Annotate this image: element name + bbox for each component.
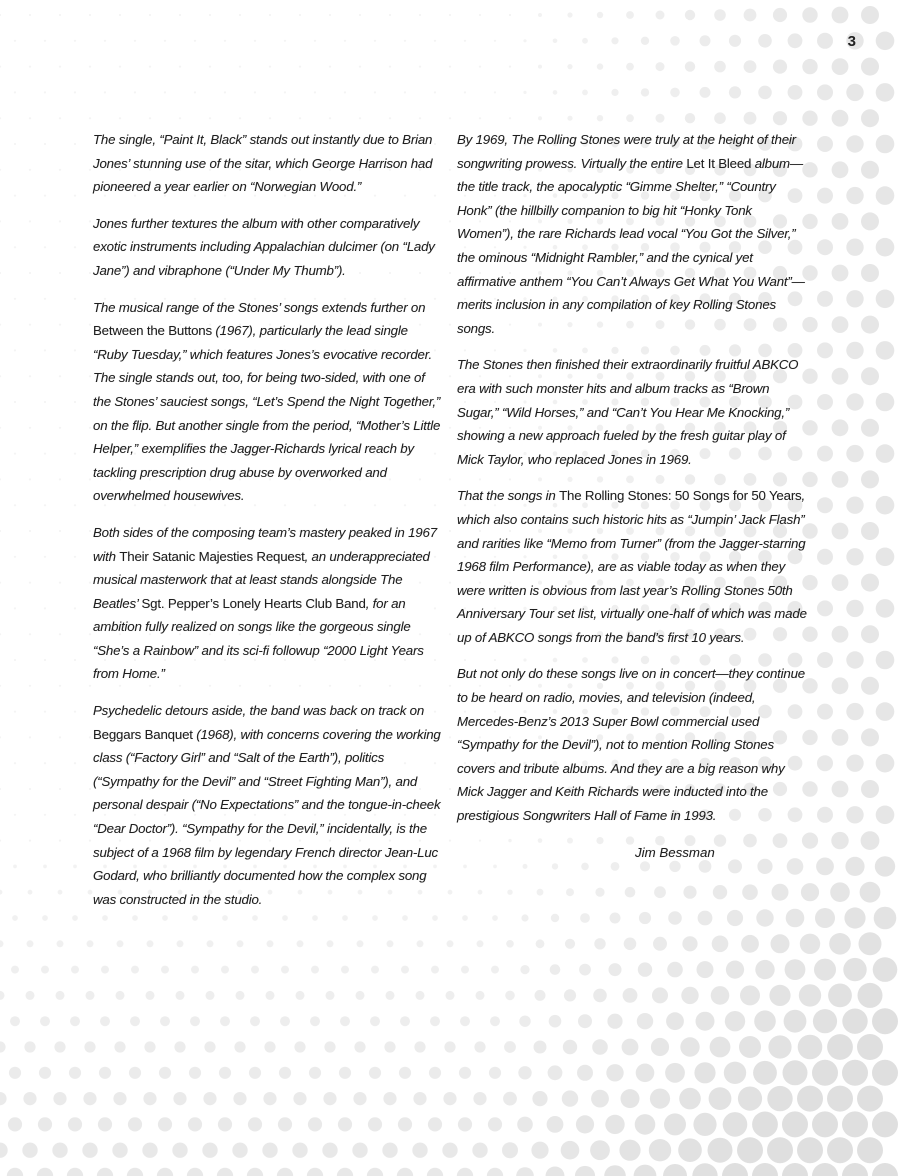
title-reference: Let It Bleed: [686, 155, 752, 171]
paragraph-text: By 1969, The Rolling Stones were truly at the height of their songwriting prowess. Virtually the entire: [457, 132, 796, 171]
paragraph-text: Both sides of the composing team’s mastery peaked in 1967 with: [93, 524, 437, 564]
paragraph-text: Jones further textures the album with other comparatively exotic instruments including Appalachian dulcimer (on “Lady Jane”) and vibraphone (“Under My Thumb”).: [93, 215, 435, 278]
article-paragraph: [93, 521, 445, 686]
article-paragraph: [93, 699, 445, 911]
author-signature: Jim Bessman: [635, 844, 715, 860]
paragraph-text: The single, “Paint It, Black” stands out instantly due to Brian Jones’ stunning use of the sitar, which George Harrison had pioneered a year earlier on “Norwegian Wood.”: [93, 132, 433, 195]
title-reference: Their Satanic Majesties Request: [119, 548, 305, 564]
article-paragraph: [93, 296, 445, 508]
paragraph-text: That the songs in: [457, 488, 560, 504]
paragraph-text: , an underappreciated musical masterwork that at least stands alongside The Beatles’: [93, 548, 430, 611]
title-reference: Between the Buttons: [93, 323, 212, 339]
title-reference: Sgt. Pepper’s Lonely Hearts Club Band: [141, 595, 366, 611]
article-paragraph: [93, 212, 445, 283]
article-paragraph: [457, 484, 810, 649]
paragraph-text: The musical range of the Stones’ songs extends further on: [93, 299, 426, 315]
paragraph-text: But not only do these songs live on in concert—they continue to be heard on radio, movies, and television (indeed, Mercedes-Benz’s 2013 Super Bowl commercial used “Sympathy for the Devil”), not to mention Rolling Stones covers and tribute albums. And they are a big reason why Mick Jagger and Keith Richards were inducted into the prestigious Songwriters Hall of Fame in 1993.: [457, 666, 805, 824]
left-column: [93, 128, 445, 924]
title-reference: The Rolling Stones: 50 Songs for 50 Years: [559, 488, 802, 504]
paragraph-text: (1968), with concerns covering the working class (“Factory Girl” and “Salt of the Earth”), politics (“Sympathy for the Devil” and “Street Fighting Man”), and personal despair (“No Expectations” and the tongue-in-cheek “Dear Doctor”). “Sympathy for the Devil,” incidentally, is the subject of a 1968 film by legendary French director Jean-Luc Godard, who brilliantly documented how the complex song was constructed in the studio.: [93, 726, 441, 907]
article-paragraph: [93, 128, 445, 199]
paragraph-text: album—the title track, the apocalyptic “Gimme Shelter,” “Country Honk” (the hillbilly companion to big hit “Honky Tonk Women”), the rare Richards lead vocal “You Got the Silver,” the ominous “Midnight Rambler,” and the cynical yet affirmative anthem “You Can’t Always Get What You Want”—merits inclusion in any compilation of key Rolling Stones songs.: [457, 155, 805, 336]
paragraph-text: Psychedelic detours aside, the band was back on track on: [93, 703, 425, 719]
article-paragraph: [457, 662, 810, 827]
paragraph-text: , for an ambition fully realized on songs like the gorgeous single “She’s a Rainbow” and its sci-fi followup “2000 Light Years from Home.”: [93, 595, 424, 682]
article-paragraph: [457, 128, 810, 340]
page-number: 3: [847, 33, 856, 50]
paragraph-text: (1967), particularly the lead single “Ruby Tuesday,” which features Jones’s evocative recorder. The single stands out, too, for being two-sided, with one of the Stones’ sauciest songs, “Let’s Spend the Night Together,” on the flip. But another single from the period, “Mother’s Little Helper,” exemplifies the Jagger-Richards lyrical reach by tackling prescription drug abuse by overworked and overwhelmed housewives.: [93, 323, 441, 504]
article-paragraph: [457, 353, 810, 471]
paragraph-text: The Stones then finished their extraordinarily fruitful ABKCO era with such monster hits and album tracks as “Brown Sugar,” “Wild Horses,” and “Can’t You Hear Me Knocking,” showing a new approach fueled by the fresh guitar play of Mick Taylor, who replaced Jones in 1969.: [457, 357, 799, 467]
title-reference: Beggars Banquet: [93, 726, 193, 742]
paragraph-text: , which also contains such historic hits as “Jumpin’ Jack Flash” and rarities like “Memo from Turner” (from the Jagger-starring 1968 film Performance), are as viable today as when they were written is obvious from last year’s Rolling Stones 50th Anniversary Tour set list, virtually one-half of which was made up of ABKCO songs from the band’s first 10 years.: [457, 488, 807, 645]
right-column: [457, 128, 810, 864]
